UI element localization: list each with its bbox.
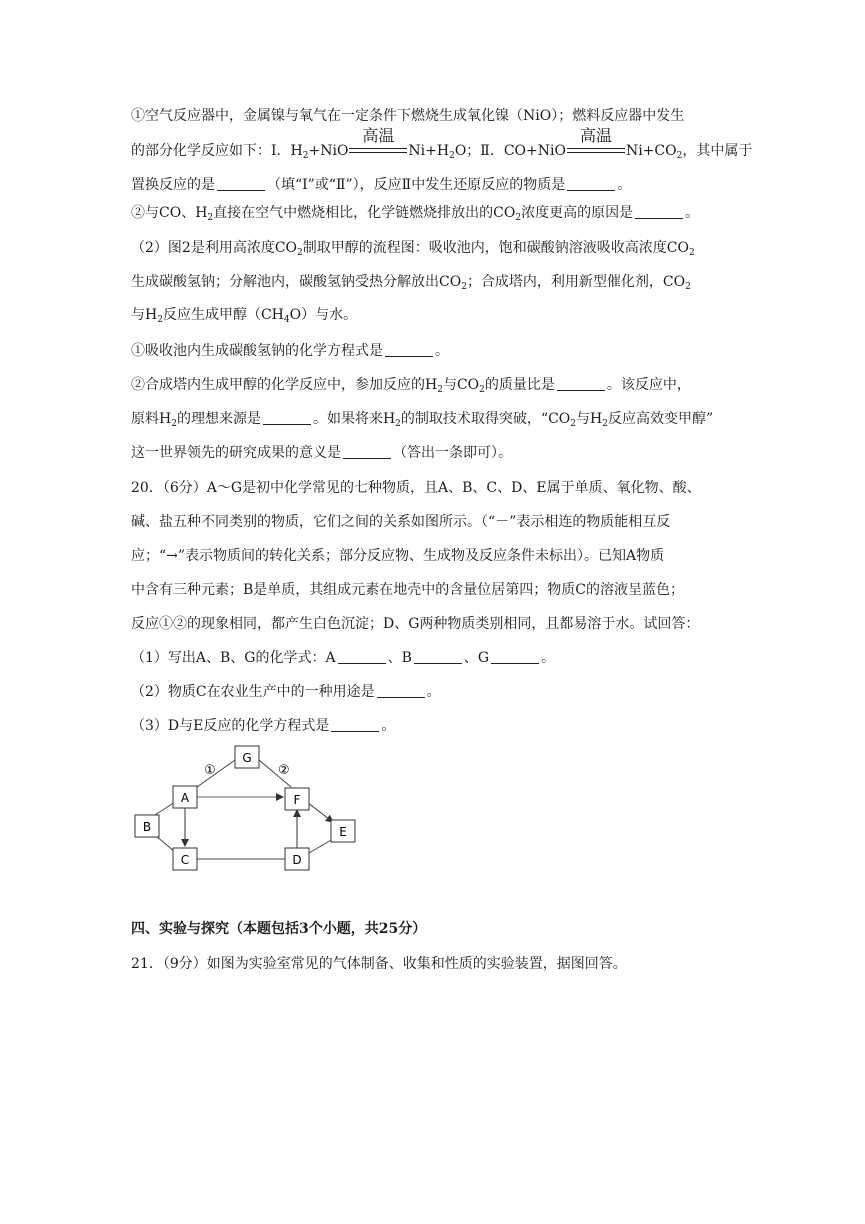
text-line: ②与CO、$H_2$直接在空气中燃烧相比，化学链燃烧排放出的$CO_2$浓度更高的原因是 。: [131, 205, 700, 223]
reaction-label-1: ①: [204, 763, 216, 778]
question-21-text: 21．（9分）如图为实验室常见的气体制备、收集和性质的实验装置，据图回答。: [131, 956, 627, 972]
high-temperature-condition: 高温: [567, 144, 625, 158]
svg-text:B: B: [142, 820, 152, 834]
svg-text:C: C: [180, 853, 190, 867]
relationship-diagram: [125, 740, 375, 890]
text-line: （1）写出A、B、G的化学式：A 、B 、G 。: [131, 650, 556, 666]
answer-blank[interactable]: [338, 649, 386, 664]
high-temperature-condition: 高温: [349, 144, 407, 158]
node-f: [285, 788, 309, 810]
text-line: 这一世界领先的研究成果的意义是 （答出一条即可）。: [131, 445, 512, 461]
text-line: ①吸收池内生成碳酸氢钠的化学方程式是 。: [131, 343, 449, 359]
reaction-label-2: ②: [278, 763, 290, 778]
answer-blank[interactable]: [377, 683, 425, 698]
svg-text:E: E: [339, 825, 347, 839]
svg-text:G: G: [242, 751, 252, 765]
answer-blank[interactable]: [414, 649, 462, 664]
answer-blank[interactable]: [385, 342, 433, 357]
node-d: [285, 848, 309, 870]
question-20-text: 20．（6分）A～G是初中化学常见的七种物质，且A、B、C、D、E属于单质、氧化物、酸、: [131, 480, 701, 496]
text-line: 中含有三种元素；B是单质，其组成元素在地壳中的含量位居第四；物质C的溶液呈蓝色；: [131, 582, 684, 598]
text-line: 碱、盐五种不同类别的物质，它们之间的关系如图所示。（“－”表示相连的物质能相互反: [131, 514, 671, 530]
text-line: （2）图2是利用高浓度$CO_2$制取甲醇的流程图：吸收池内，饱和碳酸钠溶液吸收高浓度$CO_2$: [131, 240, 695, 258]
text-line: （2）物质C在农业生产中的一种用途是 。: [131, 684, 441, 700]
node-c: [173, 848, 197, 870]
answer-blank[interactable]: [343, 444, 391, 459]
answer-blank[interactable]: [557, 376, 605, 391]
text-line: 应；“→”表示物质间的转化关系；部分反应物、生成物及反应条件未标出）。已知A物质: [131, 548, 665, 564]
answer-blank[interactable]: [635, 204, 683, 219]
text-line: ①空气反应器中，金属镍与氧气在一定条件下燃烧生成氧化镍（NiO）；燃料反应器中发生: [131, 108, 685, 124]
text-line: （3）D与E反应的化学方程式是 。: [131, 718, 396, 734]
text-line: 置换反应的是 （填“Ⅰ”或“Ⅱ”），反应Ⅱ中发生还原反应的物质是 。: [131, 177, 632, 193]
text-line: ②合成塔内生成甲醇的化学反应中，参加反应的$H_2$与$CO_2$的质量比是 。该反应中，: [131, 377, 691, 395]
svg-text:D: D: [292, 853, 302, 867]
text-line: 生成碳酸氢钠；分解池内，碳酸氢钠受热分解放出$CO_2$；合成塔内，利用新型催化剂，$CO_2$: [131, 274, 691, 292]
answer-blank[interactable]: [217, 176, 265, 191]
answer-blank[interactable]: [491, 649, 539, 664]
text-line: 与$H_2$反应生成甲醇$(CH_4O)$与水。: [131, 307, 358, 325]
node-g: [235, 746, 259, 768]
node-a: [173, 786, 197, 808]
node-e: [331, 820, 355, 842]
svg-text:F: F: [293, 793, 301, 807]
text-line: 反应①②的现象相同，都产生白色沉淀；D、G两种物质类别相同，且都易溶于水。试回答：: [131, 616, 700, 632]
reaction-equations-line: 的部分化学反应如下：Ⅰ．$H_2+NiO$ 高温 $Ni+H_2O$；Ⅱ．CO+NiO 高温 $Ni+CO_2$，其中属于: [131, 126, 753, 161]
text-line: 原料$H_2$的理想来源是 。如果将来$H_2$的制取技术取得突破，“$CO_2$与$H_2$反应高效变甲醇”: [131, 411, 714, 429]
section-heading: 四、实验与探究（本题包括3个小题，共25分）: [131, 921, 427, 937]
node-b: [135, 815, 159, 837]
svg-text:A: A: [180, 791, 190, 805]
answer-blank[interactable]: [331, 717, 379, 732]
answer-blank[interactable]: [263, 410, 311, 425]
answer-blank[interactable]: [567, 176, 615, 191]
